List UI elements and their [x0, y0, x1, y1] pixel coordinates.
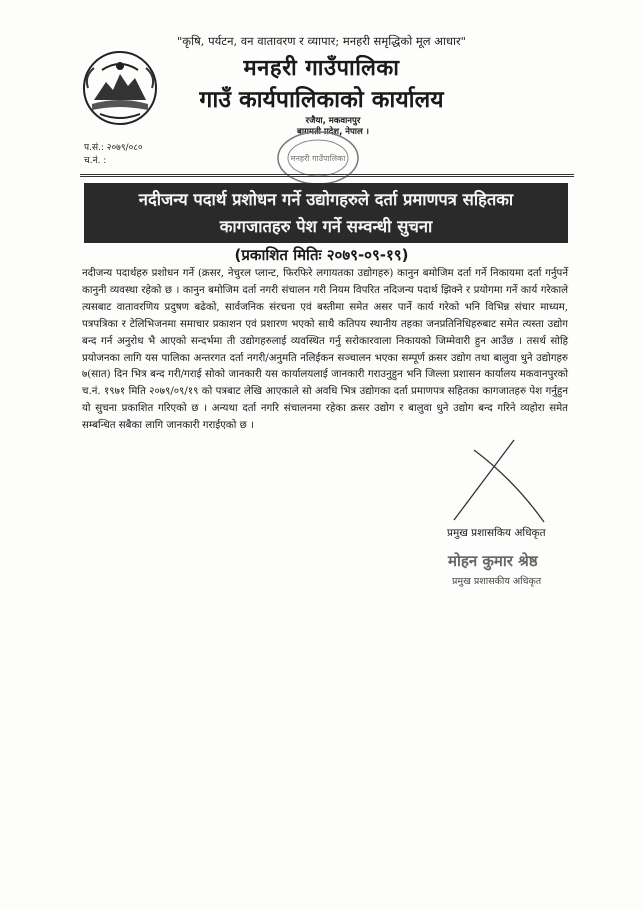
- municipality-name: मनहरी गाउँपालिका: [243, 56, 400, 81]
- address-line-2: बागमती प्रदेश, नेपाल ।: [297, 127, 369, 137]
- notice-title-line-1: नदीजन्य पदार्थ प्रशोधन गर्ने उद्योगहरुले दर्ता प्रमाणपत्र सहितका: [138, 190, 514, 209]
- header-divider: [80, 174, 574, 177]
- office-stamp: [272, 128, 364, 188]
- stamp-text: मनहरी गाउँपालिका: [290, 154, 346, 163]
- reference-block: [84, 142, 143, 168]
- officer-stamp-title: प्रमुख प्रशासकीय अधिकृत: [452, 576, 542, 587]
- published-date: (प्रकाशित मितिः २०७९-०९-१९): [234, 246, 409, 264]
- notice-body: नदीजन्य पदार्थहरु प्रशोधन गर्ने (क्रसर, नेचुरल प्लान्ट, फिरफिरे लगायतका उद्योगहरु) कानुन बमोजिम दर्ता गर्ने निकायमा दर्ता गर्नुपर्ने कानुनी व्यवस्था रहेको छ । कानुन बमोजिम दर्ता नगरी संचालन गरी नियम विपरित नदिजन्य पदार्थ झिक्ने र प्रयोगमा गर्ने कार्य गरेकाले त्यसबाट वातावरणिय प्रदुषण बढेको, सार्वजनिक संरचना एवं बस्तीमा समेत असर पार्ने कार्य गरेको भनि विभिन्न संचार माध्यम, पत्रपत्रिका र टेलिभिजनमा समाचार प्रकाशन एवं प्रशारण भएको साथै कतिपय स्थानीय तहका जनप्रतिनिधिहरुबाट समेत त्यस्ता उद्योग बन्द गर्न अनुरोध भै आएको सन्दर्भमा ती उद्योगहरुलाई व्यवस्थित गर्नु सरोकारवाला निकायको जिम्मेवारी हुन आउँछ । तसर्थ सोहि प्रयोजनका लागि यस पालिका अन्तरगत दर्ता नगरी/अनुमति नलिईकन सञ्चालन भएका सम्पूर्ण क्रसर उद्योग तथा बालुवा धुने उद्योगहरु ७(सात) दिन भित्र बन्द गरी/गराई सोको जानकारी यस कार्यालयलाई जानकारी गराउनुहुन भनि जिल्ला प्रशासन कार्यालय मकवानपुरको च.नं. १९७१ मिति २०७९/०९/१९ को पत्रबाट लेखि आएकाले सो अवधि भित्र उद्योगका दर्ता प्रमाणपत्र सहितका कागजातहरु पेश गर्नुहुन यो सुचना प्रकाशित गरिएको छ । अन्यथा दर्ता नगरि संचालनमा रहेका क्रसर उद्योग र बालुवा धुने उद्योग बन्द गरिने व्यहोरा समेत सम्बन्धित सबैका लागि जानकारी गराईएको छ ।: [82, 268, 568, 432]
- officer-name: मोहन कुमार श्रेष्ठ: [448, 552, 538, 570]
- notice-title-banner: [84, 183, 568, 243]
- officer-title: प्रमुख प्रशासकिय अधिकृत: [447, 527, 546, 539]
- municipality-motto: "कृषि, पर्यटन, वन वातावरण र व्यापार; मनहरी समृद्धिको मूल आधार": [177, 34, 466, 48]
- office-title: गाउँ कार्यपालिकाको कार्यालय: [199, 87, 444, 113]
- dispatch-number: च.नं. :: [84, 156, 107, 166]
- signature-scribble: [444, 430, 564, 530]
- address-line-1: रजैया, मकवानपुर: [305, 116, 361, 126]
- notice-title-line-2: कागजातहरु पेश गर्ने सम्वन्धी सुचना: [219, 217, 433, 236]
- reference-number: प.सं.: २०७९/०८०: [84, 143, 143, 153]
